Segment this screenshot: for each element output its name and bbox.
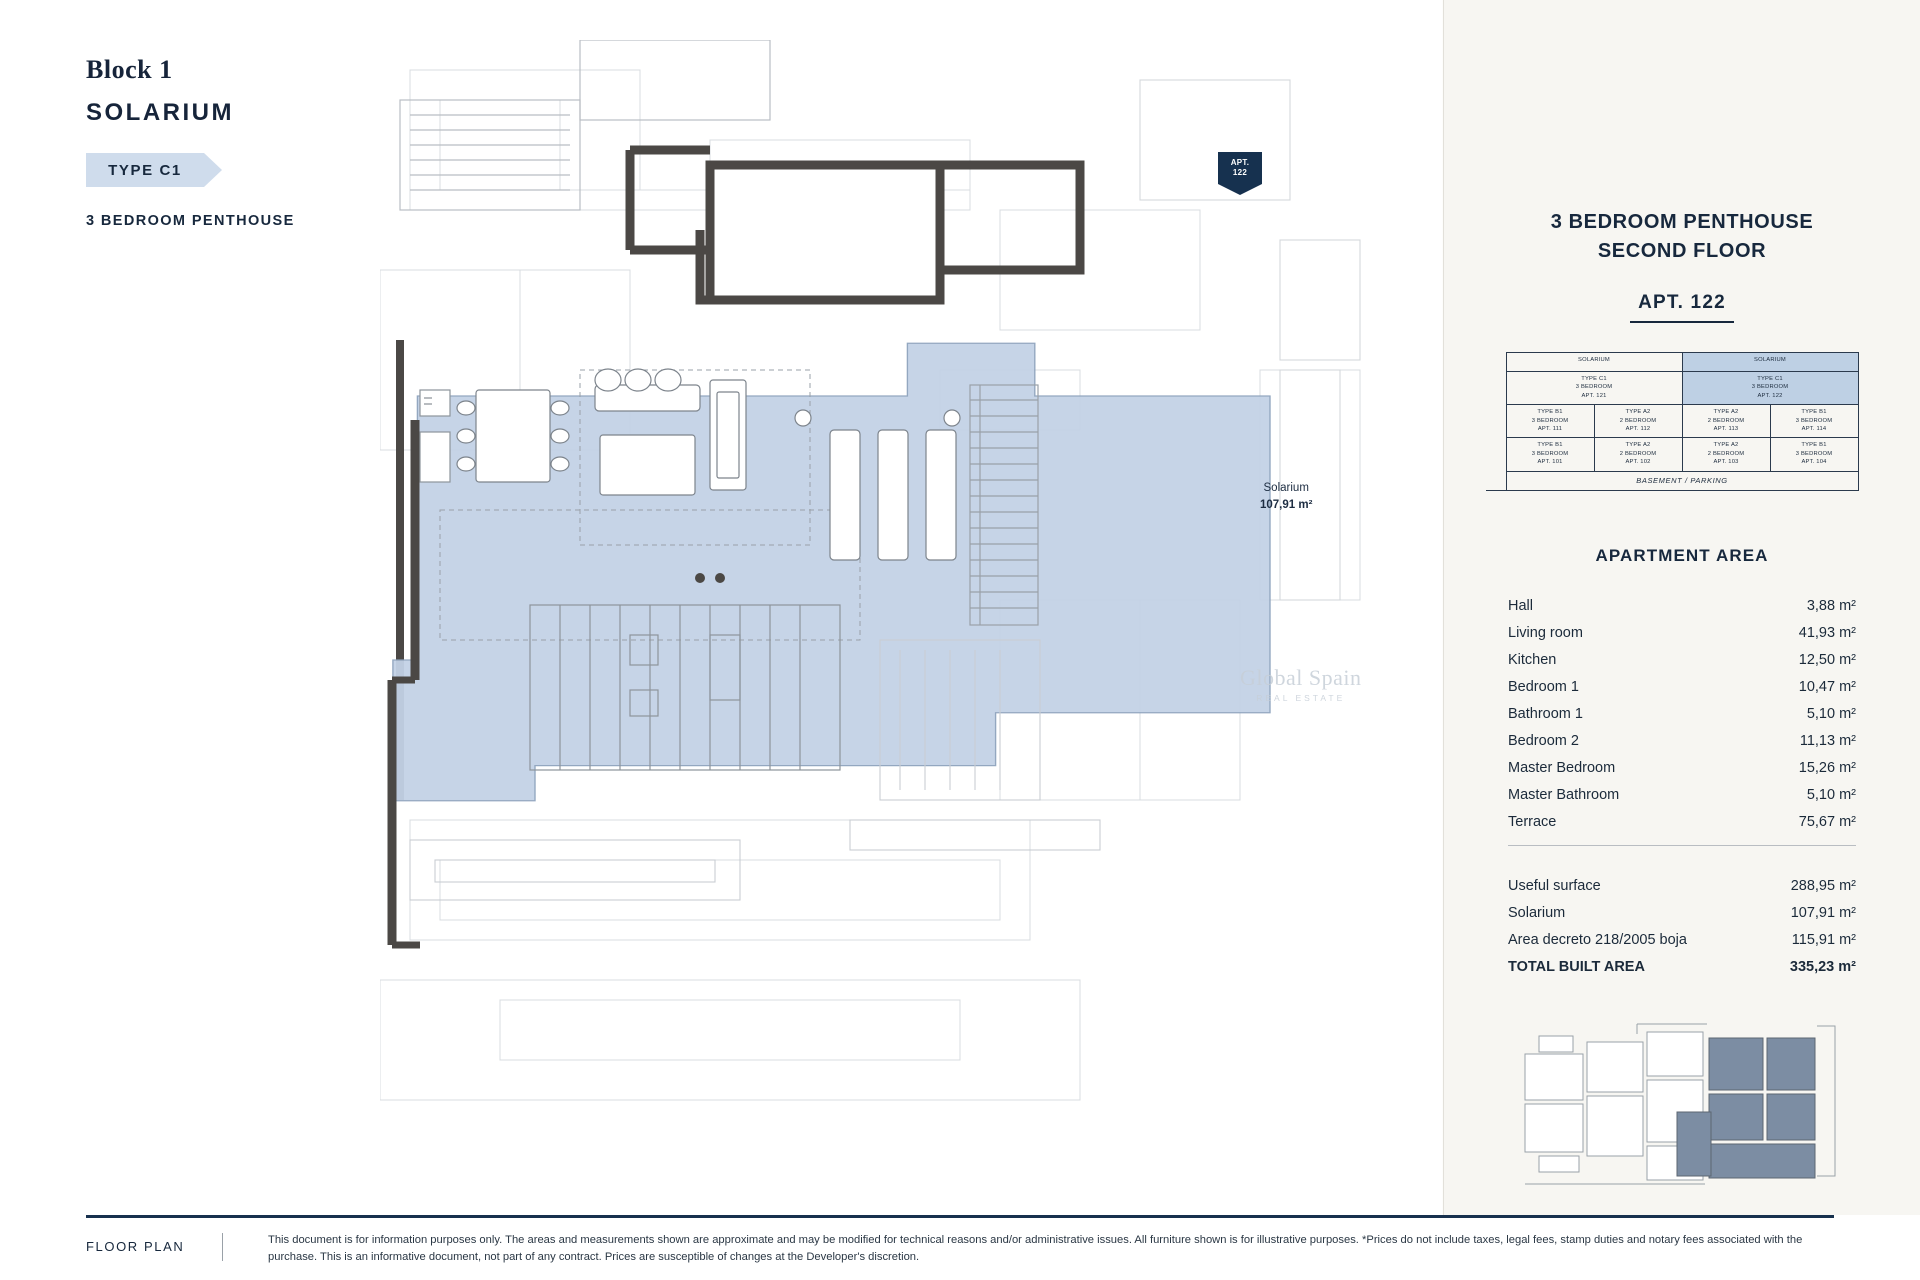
area-label: Hall [1508, 597, 1533, 614]
panel-apartment-underline [1630, 321, 1734, 323]
key-cell [1594, 437, 1683, 471]
area-label: Kitchen [1508, 651, 1557, 668]
area-divider [1508, 845, 1856, 846]
key-cell-line: APT. 122 [1757, 392, 1783, 399]
key-cell-line: 3 BEDROOM [1531, 450, 1569, 457]
room-label-solarium [1260, 480, 1312, 515]
key-cell-line: 3 BEDROOM [1751, 384, 1789, 391]
apartment-marker-box [1218, 152, 1262, 184]
watermark-sub: REAL ESTATE [1256, 693, 1346, 703]
footer-divider [222, 1233, 223, 1261]
key-cell-line: TYPE B1 [1537, 409, 1563, 416]
area-label: Bathroom 1 [1508, 705, 1583, 722]
area-row [1508, 673, 1856, 700]
key-cell-line: TYPE B1 [1801, 409, 1827, 416]
key-cell-line: 3 BEDROOM [1531, 417, 1569, 424]
area-row [1508, 619, 1856, 646]
key-cell-line: APT. 121 [1581, 392, 1607, 399]
key-cell-line: 3 BEDROOM [1575, 384, 1613, 391]
key-cell-highlight [1682, 371, 1859, 405]
area-value: 5,10 m² [1806, 786, 1856, 803]
total-value: 288,95 m² [1790, 877, 1856, 894]
key-cell [1506, 437, 1595, 471]
key-cell-line: APT. 104 [1801, 459, 1827, 466]
key-cell-line: SOLARIUM [1754, 357, 1786, 363]
page-footer [0, 1215, 1920, 1280]
area-label: Bedroom 1 [1508, 678, 1579, 695]
key-cell [1594, 404, 1683, 438]
floor-title: SOLARIUM [86, 99, 234, 126]
apartment-marker-line2: 122 [1232, 168, 1248, 177]
total-value: 107,91 m² [1790, 904, 1856, 921]
key-cell-line: TYPE C1 [1757, 376, 1783, 382]
area-value: 3,88 m² [1806, 597, 1856, 614]
building-key-diagram [1506, 353, 1858, 491]
key-cell-line: APT. 112 [1625, 425, 1651, 432]
area-value: 41,93 m² [1798, 624, 1856, 641]
apartment-marker-pointer-icon [1218, 184, 1262, 195]
key-cell-line: 2 BEDROOM [1619, 417, 1657, 424]
total-row [1508, 872, 1856, 899]
total-value: 335,23 m² [1789, 958, 1856, 975]
key-cell [1506, 404, 1595, 438]
key-cell-line: TYPE B1 [1537, 442, 1563, 449]
key-cell [1506, 371, 1683, 405]
watermark [1240, 665, 1362, 703]
area-label: Bedroom 2 [1508, 732, 1579, 749]
panel-heading-line1: 3 BEDROOM PENTHOUSE [1550, 211, 1814, 233]
info-panel [1443, 0, 1920, 1215]
area-row [1508, 700, 1856, 727]
key-cell-line: SOLARIUM [1578, 357, 1610, 363]
area-row [1508, 781, 1856, 808]
apartment-area-list [1508, 592, 1856, 835]
panel-apartment-number: APT. 122 [1638, 292, 1726, 313]
total-row-built-area [1508, 953, 1856, 980]
key-cell-line: 3 BEDROOM [1795, 450, 1833, 457]
total-label: Useful surface [1508, 877, 1601, 894]
area-label: Master Bathroom [1508, 786, 1620, 803]
key-cell-line: 2 BEDROOM [1619, 450, 1657, 457]
key-cell [1682, 404, 1771, 438]
key-cell-line: TYPE A2 [1713, 442, 1739, 449]
area-value: 15,26 m² [1798, 759, 1856, 776]
area-value: 12,50 m² [1798, 651, 1856, 668]
area-label: Terrace [1508, 813, 1557, 830]
total-label: Area decreto 218/2005 boja [1508, 931, 1687, 948]
key-ground-line [1486, 490, 1858, 496]
apartment-marker [1218, 152, 1262, 194]
area-row [1508, 727, 1856, 754]
area-value: 5,10 m² [1806, 705, 1856, 722]
area-value: 75,67 m² [1798, 813, 1856, 830]
panel-heading [1444, 208, 1920, 266]
key-cell-line: APT. 113 [1713, 425, 1739, 432]
footer-rule [86, 1215, 1834, 1218]
key-cell-line: TYPE A2 [1625, 442, 1651, 449]
key-cell [1770, 437, 1859, 471]
key-row [1506, 353, 1858, 372]
key-cell-line: TYPE C1 [1581, 376, 1607, 382]
key-cell-line: APT. 101 [1537, 459, 1563, 466]
area-value: 11,13 m² [1799, 732, 1856, 749]
unit-subtitle: 3 BEDROOM PENTHOUSE [86, 213, 295, 229]
key-cell-line: TYPE B1 [1801, 442, 1827, 449]
key-row [1506, 372, 1858, 405]
block-location-svg [1517, 1016, 1847, 1196]
apartment-marker-line1: APT. [1230, 158, 1250, 167]
block-title: Block 1 [86, 55, 173, 84]
key-cell-line: 2 BEDROOM [1707, 450, 1745, 457]
area-label: Master Bedroom [1508, 759, 1616, 776]
apartment-totals-list [1508, 872, 1856, 980]
type-badge-arrow-icon [204, 153, 222, 187]
key-cell [1506, 352, 1683, 372]
watermark-main: Global Spain [1240, 665, 1362, 690]
key-cell-line: TYPE A2 [1625, 409, 1651, 416]
key-cell-highlight [1682, 352, 1859, 372]
room-label-name: Solarium [1263, 482, 1309, 494]
key-cell [1682, 437, 1771, 471]
key-cell-line: TYPE A2 [1713, 409, 1739, 416]
area-label: Living room [1508, 624, 1583, 641]
area-row [1508, 646, 1856, 673]
area-value: 10,47 m² [1798, 678, 1856, 695]
type-tag-wrap [86, 153, 226, 187]
total-row [1508, 926, 1856, 953]
total-label: TOTAL BUILT AREA [1508, 958, 1645, 975]
key-cell [1770, 404, 1859, 438]
key-row [1506, 405, 1858, 438]
area-row [1508, 592, 1856, 619]
apartment-area-title: APARTMENT AREA [1595, 546, 1769, 566]
room-label-area: 107,91 m² [1260, 499, 1313, 512]
floorplan-svg [380, 40, 1440, 1160]
key-cell-line: APT. 114 [1801, 425, 1827, 432]
panel-heading-line2: SECOND FLOOR [1597, 240, 1767, 262]
key-cell-line: APT. 102 [1625, 459, 1651, 466]
floorplan-drawing [380, 40, 1440, 1160]
area-row [1508, 808, 1856, 835]
total-label: Solarium [1508, 904, 1566, 921]
key-basement-row: BASEMENT / PARKING [1506, 471, 1859, 491]
total-row [1508, 899, 1856, 926]
key-cell-line: APT. 111 [1537, 425, 1563, 432]
area-row [1508, 754, 1856, 781]
total-value: 115,91 m² [1791, 931, 1856, 948]
block-location-diagram [1517, 1016, 1847, 1196]
footer-label: FLOOR PLAN [86, 1239, 185, 1254]
footer-disclaimer: This document is for information purposes only. The areas and measurements shown are approximate and may be modified for technical reasons and/or administrative issues. All furniture shown is for illustrative purposes. *Prices do not include taxes, legal fees, stamp duties and notary fees associated with the purchase. This is an informative document, not part of any contract. Prices are susceptible of changes at the Developer's discretion. [268, 1234, 1803, 1264]
key-cell-line: APT. 103 [1713, 459, 1739, 466]
key-cell-line: 2 BEDROOM [1707, 417, 1745, 424]
key-row [1506, 438, 1858, 471]
key-cell-line: 3 BEDROOM [1795, 417, 1833, 424]
type-badge: TYPE C1 [86, 153, 204, 187]
